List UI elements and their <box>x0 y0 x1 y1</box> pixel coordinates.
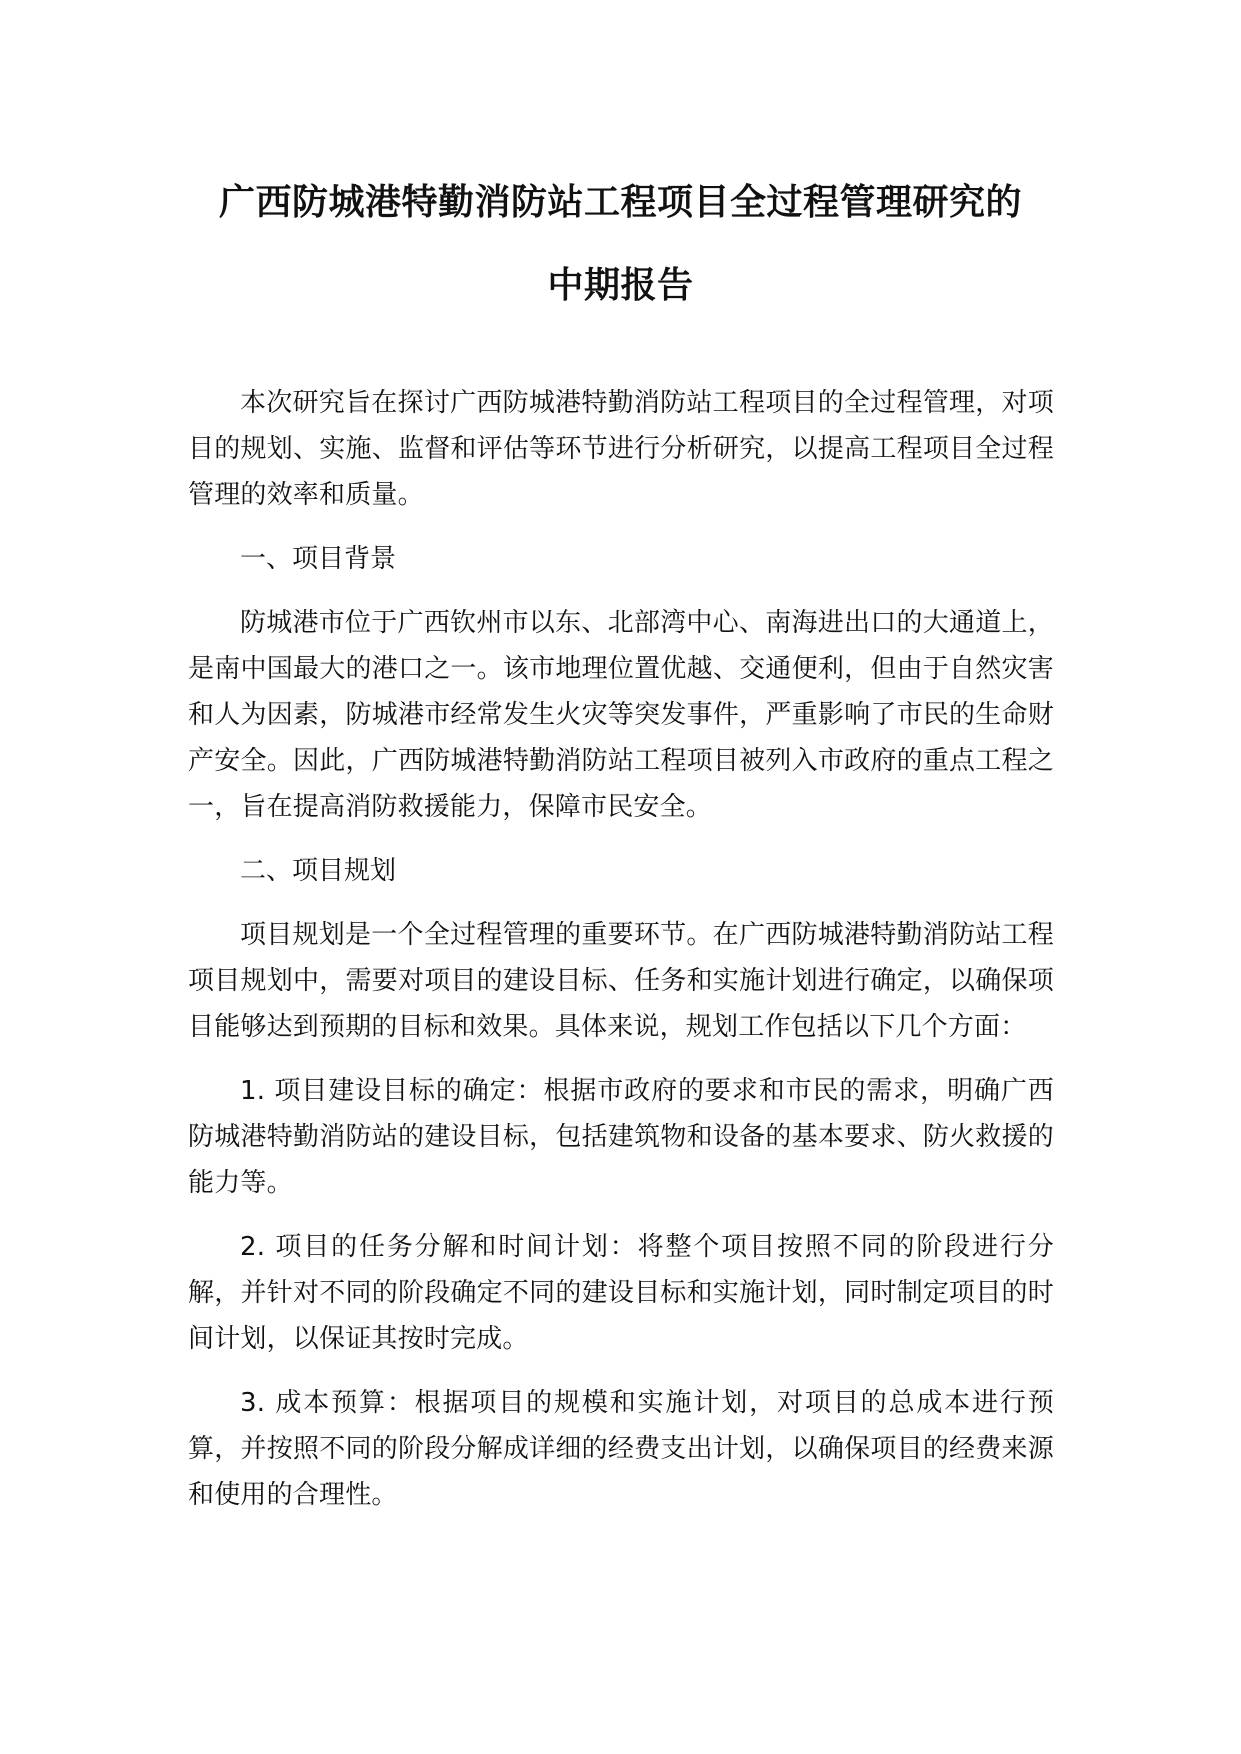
planning-item-2: 2. 项目的任务分解和时间计划：将整个项目按照不同的阶段进行分解，并针对不同的阶段确定不同的建设目标和实施计划，同时制定项目的时间计划，以保证其按时完成。 <box>188 1232 1054 1354</box>
section-heading-background: 一、项目背景 <box>240 544 397 574</box>
planning-paragraph: 项目规划是一个全过程管理的重要环节。在广西防城港特勤消防站工程项目规划中，需要对项目的建设目标、任务和实施计划进行确定，以确保项目能够达到预期的目标和效果。具体来说，规划工作包括以下几个方面： <box>188 920 1054 1042</box>
intro-paragraph: 本次研究旨在探讨广西防城港特勤消防站工程项目的全过程管理，对项目的规划、实施、监督和评估等环节进行分析研究，以提高工程项目全过程管理的效率和质量。 <box>188 388 1054 510</box>
planning-item-1: 1. 项目建设目标的确定：根据市政府的要求和市民的需求，明确广西防城港特勤消防站的建设目标，包括建筑物和设备的基本要求、防火救援的能力等。 <box>188 1076 1054 1198</box>
planning-item-3: 3. 成本预算：根据项目的规模和实施计划，对项目的总成本进行预算，并按照不同的阶段分解成详细的经费支出计划，以确保项目的经费来源和使用的合理性。 <box>188 1388 1054 1510</box>
document-body <box>188 380 1054 1536</box>
document-title-line-2: 中期报告 <box>547 265 694 306</box>
background-paragraph: 防城港市位于广西钦州市以东、北部湾中心、南海进出口的大通道上，是南中国最大的港口之一。该市地理位置优越、交通便利，但由于自然灾害和人为因素，防城港市经常发生火灾等突发事件，严重影响了市民的生命财产安全。因此，广西防城港特勤消防站工程项目被列入市政府的重点工程之一，旨在提高消防救援能力，保障市民安全。 <box>188 608 1054 822</box>
document-title-line-1: 广西防城港特勤消防站工程项目全过程管理研究的 <box>218 182 1022 223</box>
section-heading-planning: 二、项目规划 <box>240 856 397 886</box>
